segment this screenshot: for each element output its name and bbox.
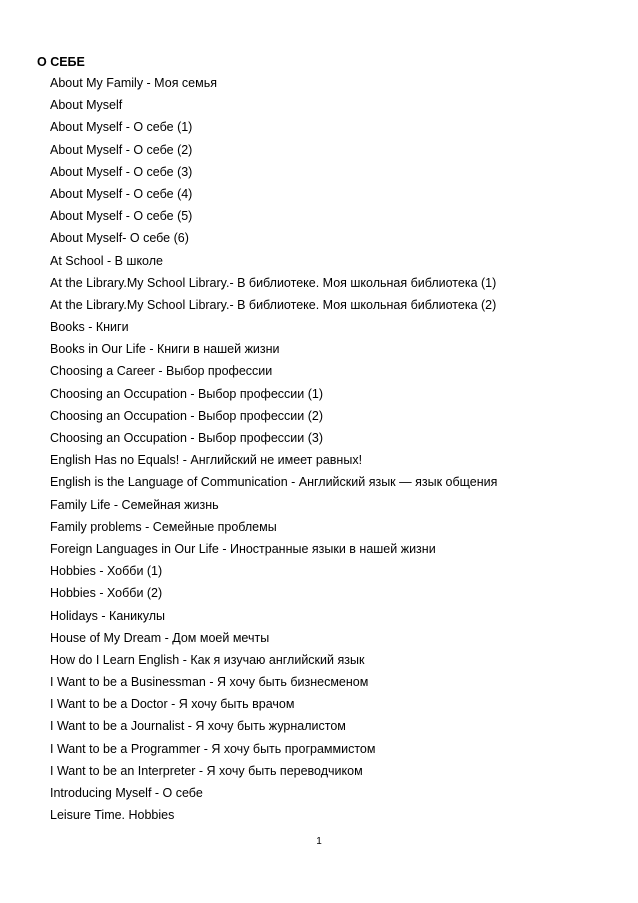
topic-link[interactable]: At the Library.My School Library.- В библиотеке. Моя школьная библиотека (2) xyxy=(50,297,497,312)
topic-link[interactable]: About Myself- О себе (6) xyxy=(50,231,189,246)
topic-link[interactable]: I Want to be a Doctor - Я хочу быть врачом xyxy=(50,697,295,712)
topic-link[interactable]: I Want to be an Interpreter - Я хочу быть переводчиком xyxy=(50,763,363,778)
topic-link[interactable]: About Myself - О себе (2) xyxy=(50,142,193,157)
topic-link[interactable]: About Myself - О себе (4) xyxy=(50,186,193,201)
topic-link[interactable]: Books in Our Life - Книги в нашей жизни xyxy=(50,342,280,357)
topic-link[interactable]: About Myself - О себе (1) xyxy=(50,120,193,135)
topic-link[interactable]: Hobbies - Хобби (1) xyxy=(50,564,163,579)
topic-link[interactable]: Leisure Time. Hobbies xyxy=(50,808,175,823)
topic-link[interactable]: Hobbies - Хобби (2) xyxy=(50,586,163,601)
topic-link[interactable]: About Myself - О себе (5) xyxy=(50,209,193,224)
topic-link[interactable]: English Has no Equals! - Английский не имеет равных! xyxy=(50,453,363,468)
topic-link[interactable]: How do I Learn English - Как я изучаю английский язык xyxy=(50,652,365,667)
section-heading: О СЕБЕ xyxy=(37,55,85,69)
topic-link[interactable]: Choosing an Occupation - Выбор профессии (3) xyxy=(50,431,323,445)
topic-link[interactable]: I Want to be a Businessman - Я хочу быть бизнесменом xyxy=(50,675,369,690)
topic-link[interactable]: About My Family - Моя семья xyxy=(50,76,218,90)
topic-list xyxy=(50,75,497,829)
topic-link[interactable]: Introducing Myself - О себе xyxy=(50,786,203,800)
topic-link[interactable]: Holidays - Каникулы xyxy=(50,608,166,623)
topic-link[interactable]: About Myself xyxy=(50,98,123,113)
topic-link[interactable]: Choosing an Occupation - Выбор профессии (2) xyxy=(50,408,323,423)
topic-link[interactable]: At School - В школе xyxy=(50,253,163,268)
topic-link[interactable]: House of My Dream - Дом моей мечты xyxy=(50,630,270,645)
topic-link[interactable]: I Want to be a Journalist - Я хочу быть журналистом xyxy=(50,719,346,734)
topic-link[interactable]: Books - Книги xyxy=(50,320,129,335)
topic-link[interactable]: Foreign Languages in Our Life - Иностранные языки в нашей жизни xyxy=(50,541,436,556)
topic-link[interactable]: Choosing a Career - Выбор профессии xyxy=(50,364,273,379)
topic-link[interactable]: About Myself - О себе (3) xyxy=(50,164,193,179)
topic-link[interactable]: I Want to be a Programmer - Я хочу быть программистом xyxy=(50,741,376,756)
topic-link[interactable]: Family Life - Семейная жизнь xyxy=(50,497,219,512)
topic-link[interactable]: Choosing an Occupation - Выбор профессии (1) xyxy=(50,386,323,401)
topic-link[interactable]: English is the Language of Communication - Английский язык — язык общения xyxy=(50,475,498,490)
page-number: 1 xyxy=(316,836,322,847)
topic-link[interactable]: Family problems - Семейные проблемы xyxy=(50,519,277,534)
topic-link[interactable]: At the Library.My School Library.- В библиотеке. Моя школьная библиотека (1) xyxy=(50,275,497,290)
